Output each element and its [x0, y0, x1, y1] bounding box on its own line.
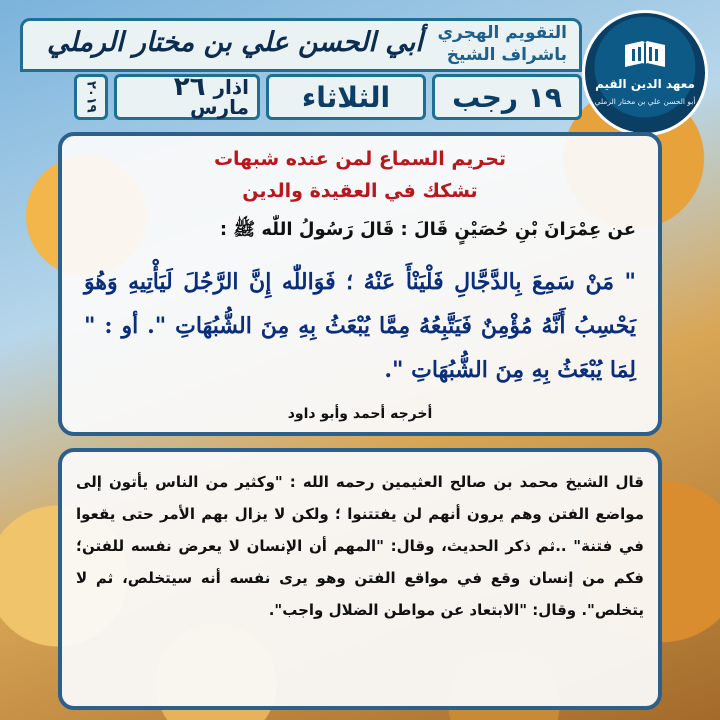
- hadith-title-line-1: تحريم السماع لمن عنده شبهات: [213, 148, 507, 170]
- calendar-title: التقويم الهجري: [437, 23, 567, 43]
- author-name: أبي الحسن علي بن مختار الرملي: [47, 27, 423, 58]
- institute-logo: [582, 10, 708, 136]
- gregorian-date: [114, 74, 260, 120]
- hadith-narrator: عن عِمْرَانَ بْنِ حُصَيْنٍ قَالَ : قَالَ رَسُولُ اللّٰه ﷺ :: [219, 219, 636, 240]
- weekday: الثلاثاء: [266, 74, 426, 120]
- hadith-reference: أخرجه أحمد وأبو داود: [287, 406, 433, 422]
- header: [12, 8, 708, 120]
- hadith-card: [58, 132, 662, 436]
- year: ٢٠١٩: [74, 74, 108, 120]
- gregorian-month-2: مارس: [189, 95, 249, 119]
- title-band: [20, 18, 582, 72]
- logo-name: معهد الدين القيم: [595, 77, 695, 91]
- hadith-title-line-2: تشكك في العقيدة والدين: [242, 180, 478, 202]
- gregorian-month-1: اذار: [213, 75, 249, 99]
- gregorian-day: ٢٦: [173, 72, 206, 102]
- book-icon: [623, 39, 667, 69]
- logo-subtitle: أبو الحسن علي بن مختار الرملي: [594, 97, 696, 106]
- commentary-text: قال الشيخ محمد بن صالح العثيمين رحمه الله : "وكثير من الناس يأتون إلى مواضع الفتن وهم يرون أنهم لن يفتتنوا ؛ ولكن لا يزال بهم الأمر حتى يقعوا في فتنة" ..ثم ذكر الحديث، وقال: "المهم أن الإنسان لا يعرض نفسه للفتن؛ فكم من إنسان وقع في مواقع الفتن وهو يرى نفسه أنه سيتخلص، ثم لا يتخلص". وقال: "الابتعاد عن مواطن الضلال واجب".: [76, 473, 644, 619]
- commentary-card: [58, 448, 662, 710]
- date-band: [20, 74, 582, 120]
- hadith-text: " مَنْ سَمِعَ بِالدَّجَّالِ فَلْيَنْأَ عَنْهُ ؛ فَوَاللّٰه إِنَّ الرَّجُلَ لَيَأْتِيهِ وَهُوَ يَحْسِبُ أَنَّهُ مُؤْمِنٌ فَيَتَّبِعُهُ مِمَّا يُبْعَثُ بِهِ مِنَ الشُّبُهَاتِ ". أو : " لِمَا يُبْعَثُ بِهِ مِنَ الشُّبُهَاتِ ".: [84, 269, 636, 383]
- hijri-date: ١٩ رجب: [432, 74, 582, 120]
- calendar-subtitle: باشراف الشيخ: [446, 45, 567, 65]
